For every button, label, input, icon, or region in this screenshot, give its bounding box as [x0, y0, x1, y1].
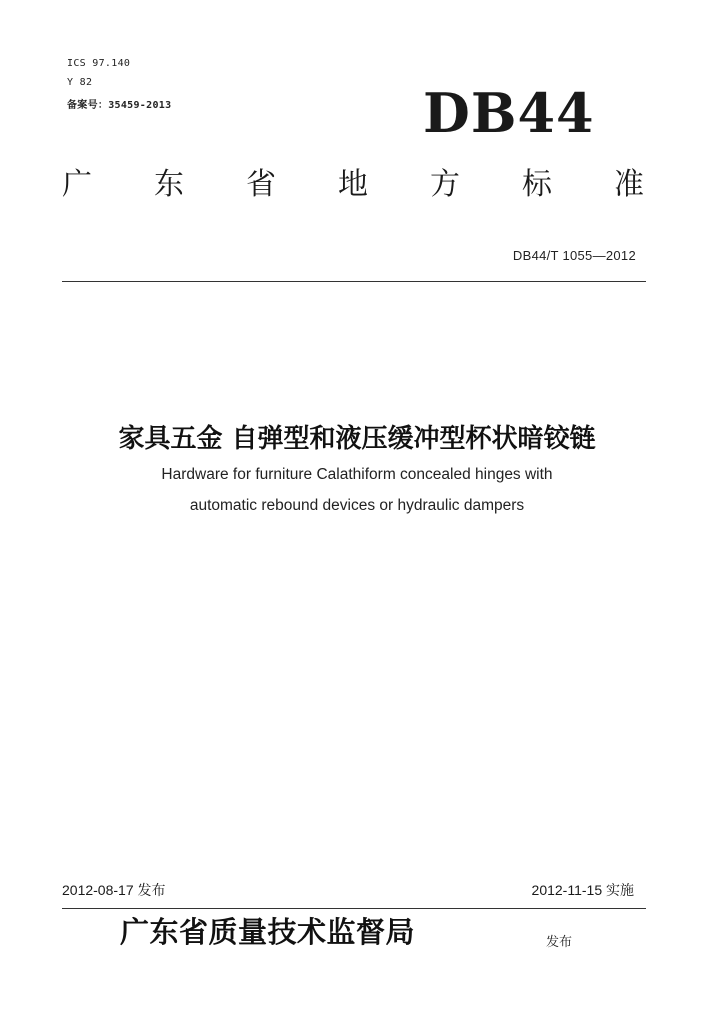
standard-type-heading [62, 167, 644, 202]
standard-number: DB44/T 1055—2012 [512, 248, 636, 263]
standard-type-char: 准 [614, 167, 644, 202]
title-chinese: 家具五金 自弹型和液压缓冲型杯状暗铰链 [118, 424, 596, 454]
standard-type-char: 标 [522, 167, 552, 202]
standard-type-char: 东 [154, 167, 184, 202]
implementation-date: 2012-11-15 实施 [531, 882, 634, 898]
top-divider [62, 281, 646, 282]
ccs-code: Y 82 [67, 77, 93, 88]
publisher-name: 广东省质量技术监督局 [120, 915, 416, 949]
standard-type-char: 广 [62, 167, 92, 202]
title-english-line-1: Hardware for furniture Calathiform concealed hinges with [161, 466, 553, 483]
standard-type-char: 方 [430, 167, 460, 202]
bottom-divider [62, 908, 646, 909]
record-number: 备案号：35459-2013 [67, 100, 172, 111]
standard-type-char: 省 [246, 167, 276, 202]
ics-code: ICS 97.140 [67, 58, 131, 69]
issue-date: 2012-08-17 发布 [62, 882, 166, 898]
publisher-action: 发布 [546, 935, 573, 950]
standard-type-char: 地 [338, 167, 368, 202]
db-logo: DB44 [423, 81, 595, 145]
title-english-line-2: automatic rebound devices or hydraulic dampers [189, 497, 525, 514]
